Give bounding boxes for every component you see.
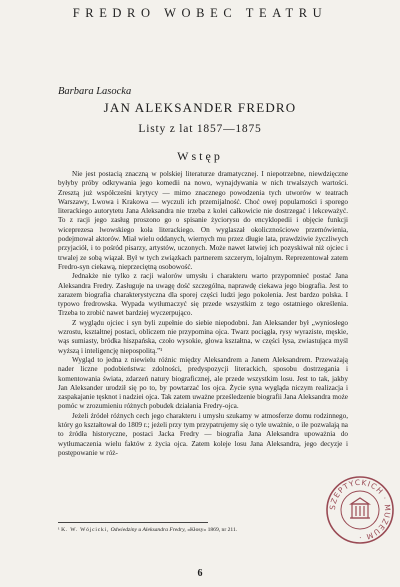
document-subtitle: Listy z lat 1857—1875 — [138, 123, 262, 135]
paragraph: Nie jest postacią znaczną w polskiej literaturze dramatycznej. I niepotrzebne, niewdzięczne byłyby próby odkrywania jego komedii na nowo, wynajdywania w nich trwalszych wartości. Zresztą już współcześni krytycy — mimo znacznego powodzenia tych utworów w teatrach Warszawy, Lwowa i Krakowa — wyczuli ich przemijalność. Choć owej popularności i sporego literackiego autorytetu Jana Aleksandra nie trzeba z kolei całkowicie nie dostrzegać i lekceważyć. To z racji jego zasług proszono go o spisanie życiorysu do encyklopedii i objęcie funkcji wiceprezesa lwowskiego koła literackiego. On wyglaszał okolicznościowe przemówienia, podejmował aktorów. Miał wielu oddanych, wiernych mu przez długie lata, prawdziwie życzliwych przyjaciół, i to pośród pisarzy, artystów, uczonych. Może nawet łatwiej ich pozyskiwał niż ojciec i trwalej ze sobą wiązał. Był w tych związkach partnerem szczerym, lojalnym. Reprezentował zatem Fredro-syn ciekawą, nieprzeciętną osobowość. — [58, 170, 348, 271]
paragraph: Z wyglądu ojciec i syn byli zupełnie do siebie niepodobni. Jan Aleksander był „wyniosłego wzrostu, kształtnej postaci, obliczem nie przypomina ojca. Twarz pociągła, rysy wyraziste, męskie, wąs sumiasty, bródka hiszpańska, czoło wysokie, głowa kształtna, w części łysa, zwiastująca myśl wyższą i inteligencję niepospolitą.”¹ — [58, 318, 348, 355]
paragraph: Jednakże nie tylko z racji walorów umysłu i charakteru warto przypomnieć postać Jana Aleksandra Fredry. Zasługuje na uwagę dość szczególna, naprawdę ciekawa jego biografia. Jest to zarazem biografia charakterystyczna dla sporej części ludzi jego pokolenia. Jest bardzo polska. I typowo fredrowska. Wypada wytłumaczyć się przede wszystkim z tego ostatniego określenia. Trzeba to zrobić nawet bardziej wyczerpująco. — [58, 272, 348, 318]
library-stamp-icon — [324, 474, 396, 546]
footnote-marker: ¹ — [58, 527, 60, 533]
footnote-source: «Kłosy» 1869, nr 211. — [187, 527, 238, 533]
author-name: Barbara Lasocka — [58, 86, 132, 97]
page-number: 6 — [197, 568, 203, 579]
running-head: FREDRO WOBEC TEATRU — [72, 6, 328, 20]
section-heading: Wstęp — [177, 149, 223, 163]
footnote-rule — [58, 522, 208, 523]
body-text — [58, 170, 348, 458]
paragraph: Jeżeli źródeł różnych cech jego charakteru i umysłu szukamy w atmosferze domu rodzinnego, który go kształtował do 1809 r.; jeżeli przy tym przypatrujemy się o tyle uważnie, o ile pozwalają na to źródła historyczne, postaci Jacka Fredry — biografia Jana Aleksandra upoważnia do wytłumaczenia wielu faktów z życia ojca. Zatem koleje losu Jana Aleksandra, jego decyzje i postępowanie w róż- — [58, 411, 348, 457]
paragraph: Wygląd to jedna z niewielu różnic między Aleksandrem a Janem Aleksandrem. Przeważają nader liczne podobieństwa: zdolności, predyspozycji literackich, sposobu dostrzegania i komentowania świata, zdarzeń natury biograficznej, ale przede wszystkim losu. Jest to tak, jakby Jan Aleksander urodził się po to, by powtarzać los ojca. Życie syna wygląda niczym realizacja i zaspakajanie tęsknot i nadziei ojca. Tak zatem uważne prześledzenie biografii Jana Aleksandra może pomóc w zrozumieniu różnych pobudek działania Fredry-ojca. — [58, 355, 348, 411]
stamp-text: SZEPTYCKICH · MUZEUM · — [327, 477, 393, 543]
footnote-author: K. W. Wójcicki, — [61, 527, 110, 533]
document-title: JAN ALEKSANDER FREDRO — [103, 100, 297, 115]
footnote-work: Odwiedziny u Aleksandra Fredry, — [110, 527, 186, 533]
footnote — [58, 527, 338, 534]
